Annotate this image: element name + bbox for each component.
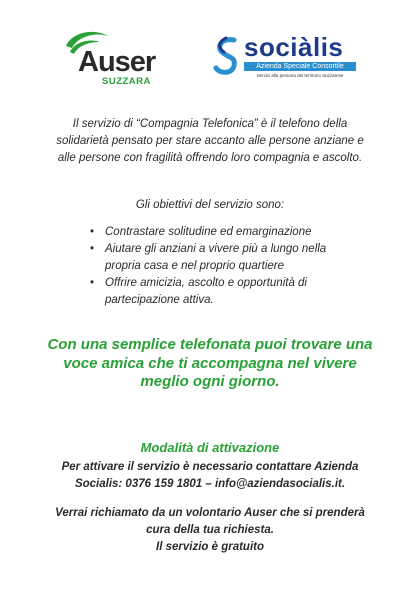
headline: Con una semplice telefonata puoi trovare una voce amica che ti accompagna nel vivere meglio ogni giorno. bbox=[47, 336, 373, 390]
header bbox=[0, 0, 420, 100]
socialis-name: sociàlis bbox=[244, 32, 344, 62]
objectives-list bbox=[88, 224, 348, 309]
auser-name: Auser bbox=[78, 46, 156, 78]
objectives-title: Gli obiettivi del servizio sono: bbox=[135, 199, 285, 211]
list-item: • Aiutare gli anziani a vivere più a lungo nella propria casa e nel proprio quartiere bbox=[88, 241, 348, 275]
socialis-bar: Azienda Speciale Consortile bbox=[244, 62, 356, 71]
socialis-logo bbox=[212, 32, 362, 88]
intro-paragraph: Il servizio di “Compagnia Telefonica” è il telefono della solidarietà pensato per stare accanto alle persone anziane e alle persone con fragilità offrendo loro compagnia e ascolto. bbox=[56, 118, 364, 164]
activation-text: Per attivare il servizio è necessario contattare Azienda Socialis: 0376 159 1801 – info@aziendasocialis.it. bbox=[61, 461, 359, 490]
free-service-text: Il servizio è gratuito bbox=[156, 541, 264, 553]
auser-subtitle: SUZZARA bbox=[102, 76, 151, 87]
socialis-tagline: Servizi alla persona del territorio Suzzarese bbox=[256, 73, 344, 78]
list-item: • Contrastare solitudine ed emarginazione bbox=[88, 224, 348, 241]
socialis-mark-icon bbox=[212, 36, 242, 76]
auser-logo bbox=[64, 30, 164, 90]
activation-title: Modalità di attivazione bbox=[140, 440, 280, 455]
list-item: • Offrire amicizia, ascolto e opportunità di partecipazione attiva. bbox=[88, 275, 348, 309]
callback-text: Verrai richiamato da un volontario Auser che si prenderà cura della tua richiesta. bbox=[55, 507, 365, 536]
